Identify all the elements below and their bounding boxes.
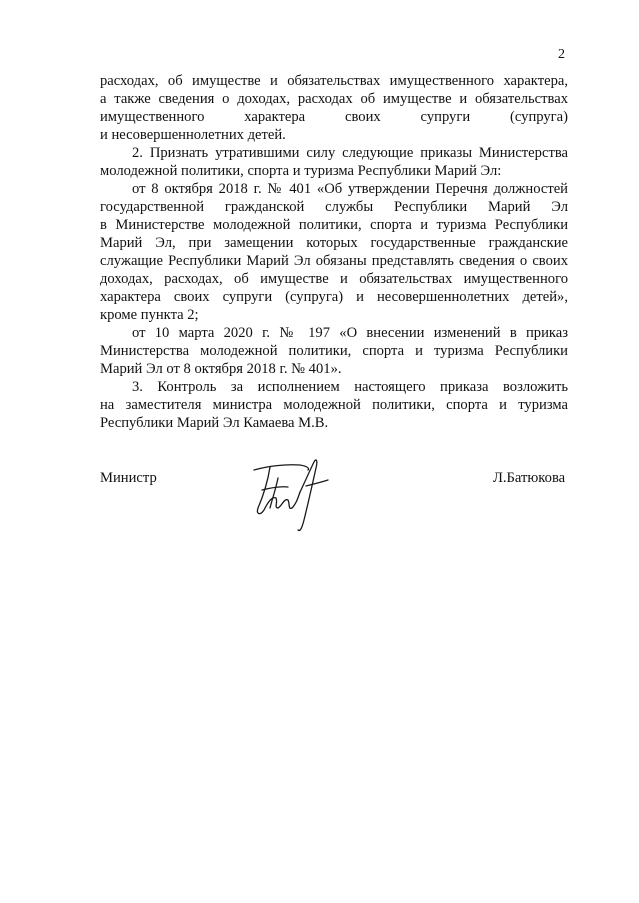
text-line: и несовершеннолетних детей. (100, 127, 286, 143)
text-line: в Министерстве молодежной политики, спорта и туризма Республики (100, 217, 568, 233)
text-line: Республики Марий Эл Камаева М.В. (100, 415, 329, 431)
text-line: Марий Эл, при замещении которых государственные гражданские (100, 235, 568, 251)
text-line: 3. Контроль за исполнением настоящего приказа возложить (132, 379, 568, 395)
text-line: от 10 марта 2020 г. № 197 «О внесении изменений в приказ (132, 325, 568, 341)
signatory-name: Л.Батюкова (493, 470, 566, 486)
text-line: кроме пункта 2; (100, 307, 199, 323)
text-line: на заместителя министра молодежной политики, спорта и туризма (100, 397, 568, 413)
text-line: имущественного характера своих супруги (супруга) (100, 109, 568, 125)
text-line: служащие Республики Марий Эл обязаны представлять сведения о своих (100, 253, 568, 269)
text-line: Марий Эл от 8 октября 2018 г. № 401». (100, 361, 342, 377)
text-line: 2. Признать утратившими силу следующие приказы Министерства (132, 145, 568, 161)
text-line: от 8 октября 2018 г. № 401 «Об утверждении Перечня должностей (132, 181, 568, 197)
page-number: 2 (558, 47, 565, 62)
text-line: молодежной политики, спорта и туризма Республики Марий Эл: (100, 163, 502, 179)
text-line: а также сведения о доходах, расходах об имуществе и обязательствах (100, 91, 568, 107)
text-line: Министерства молодежной политики, спорта и туризма Республики (100, 343, 568, 359)
handwritten-signature (248, 456, 332, 534)
text-line: государственной гражданской службы Республики Марий Эл (100, 199, 568, 215)
text-line: характера своих супруги (супруга) и несовершеннолетних детей», (100, 289, 568, 305)
text-line: доходах, расходах, об имуществе и обязательствах имущественного (100, 271, 568, 287)
text-line: расходах, об имуществе и обязательствах имущественного характера, (100, 73, 568, 89)
signatory-title: Министр (100, 470, 157, 486)
